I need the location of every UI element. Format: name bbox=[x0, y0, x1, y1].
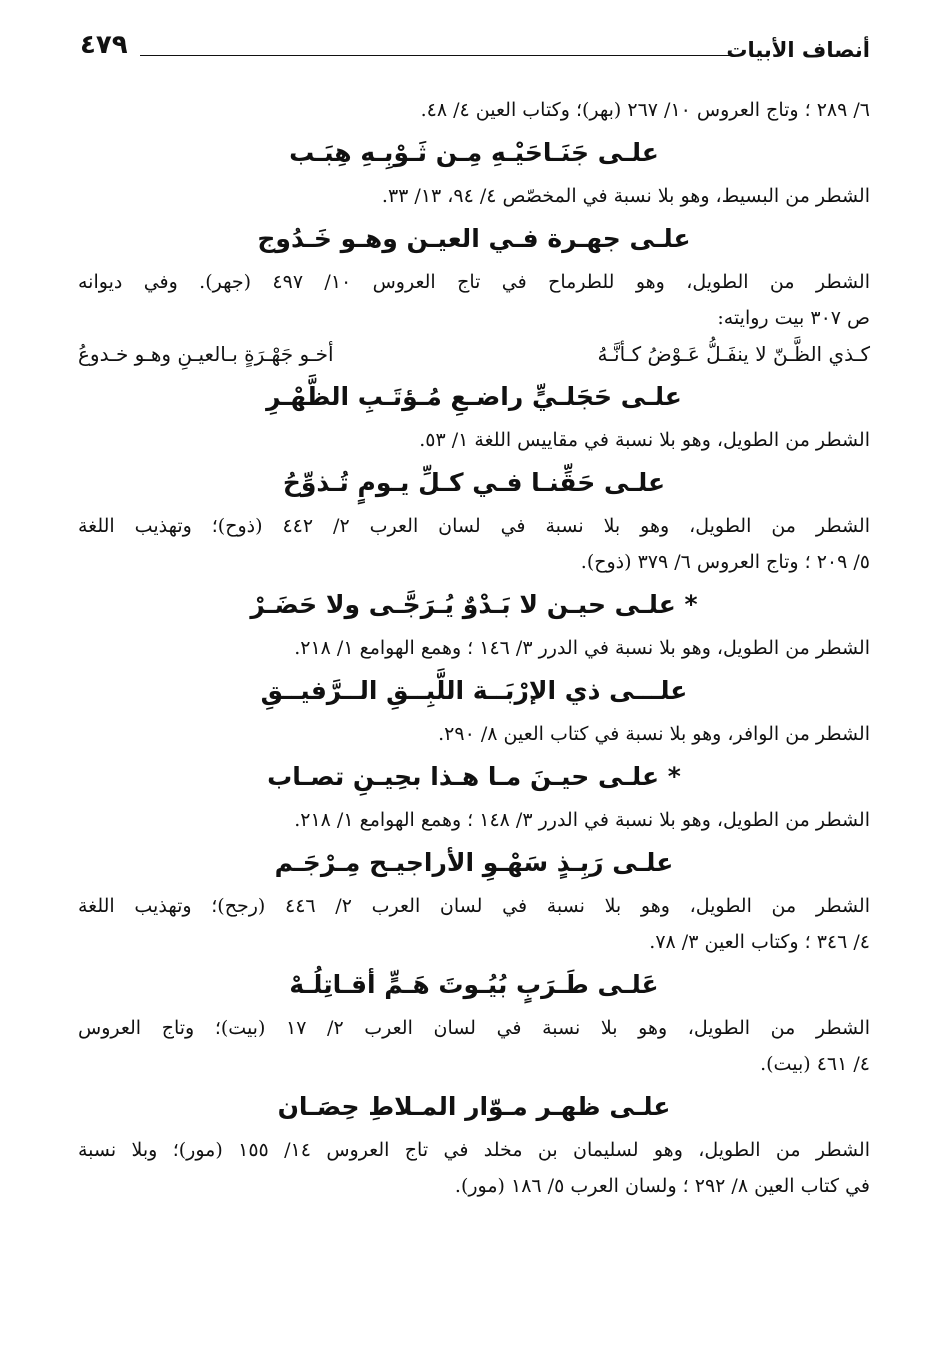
verse-first-hemistich: كـذي الظَّـنّ لا ينفَـلُّ عَـوْضُ كـأنَّـهُ bbox=[597, 342, 870, 366]
hemistich: علـى جَنَـاحَيْـهِ مِـن ثَـوْبِـهِ هِبَـب bbox=[289, 138, 659, 167]
hemistich: علـى جهـرة فـي العيـن وهـو خَـدُوج bbox=[257, 224, 691, 253]
citation-line: الشطر من الطويل، وهو بلا نسبة في الدرر ٣/ ١٤٨ ؛ وهمع الهوامع ١/ ٢١٨. bbox=[294, 809, 870, 831]
citation-line: ٥/ ٢٠٩ ؛ وتاج العروس ٦/ ٣٧٩ (ذوح). bbox=[580, 551, 870, 573]
citation-line: ٤/ ٤٦١ (بيت). bbox=[760, 1053, 870, 1075]
citation-line: الشطر من الطويل، وهو لسليمان بن مخلد في تاج العروس ١٤/ ١٥٥ (مور)؛ وبلا نسبة bbox=[78, 1139, 870, 1161]
hemistich: علـى رَبِـذٍ سَهْـوِ الأراجيـح مِـرْجَـم bbox=[274, 848, 674, 877]
hemistich: علـى حَقِّنـا فـي كـلِّ يـومٍ تُـذوِّحُ bbox=[282, 468, 666, 497]
running-title: أنصاف الأبيات bbox=[726, 38, 870, 62]
citation-line: الشطر من الطويل، وهو بلا نسبة في الدرر ٣/ ١٤٦ ؛ وهمع الهوامع ١/ ٢١٨. bbox=[294, 637, 870, 659]
page-content bbox=[78, 92, 870, 1204]
citation-line: الشطر من الطويل، وهو بلا نسبة في لسان العرب ٢/ ٤٤٦ (رجح)؛ وتهذيب اللغة bbox=[78, 895, 870, 917]
entry bbox=[78, 458, 870, 580]
entry bbox=[78, 372, 870, 458]
verse-second-hemistich: أخـو جَهْـرَةٍ بـالعيـنِ وهـو خـدوعُ bbox=[78, 342, 334, 366]
entry bbox=[78, 666, 870, 752]
citation-line: ٦/ ٢٨٩ ؛ وتاج العروس ١٠/ ٢٦٧ (بهر)؛ وكتاب العين ٤/ ٤٨. bbox=[420, 99, 870, 121]
hemistich: عَلـى طَـرَبٍ بُيُـوتَ هَـمٍّ أقـاتِلُـهْ bbox=[289, 970, 659, 999]
entry bbox=[78, 214, 870, 372]
entry bbox=[78, 838, 870, 960]
citation-line: الشطر من الوافر، وهو بلا نسبة في كتاب العين ٨/ ٢٩٠. bbox=[438, 723, 870, 745]
page-header bbox=[80, 30, 870, 70]
entry bbox=[78, 1082, 870, 1204]
entry bbox=[78, 580, 870, 666]
citation-line: الشطر من الطويل، وهو للطرماح في تاج العروس ١٠/ ٤٩٧ (جهر). وفي ديوانه bbox=[78, 271, 870, 293]
citation-line: ص ٣٠٧ بيت روايته: bbox=[717, 307, 870, 329]
hemistich: * علـى حيـنَ مـا هـذا بحِيـنِ تصـاب bbox=[267, 762, 681, 791]
citation-line: ٤/ ٣٤٦ ؛ وكتاب العين ٣/ ٧٨. bbox=[649, 931, 870, 953]
citation-line: الشطر من الطويل، وهو بلا نسبة في لسان العرب ٢/ ٤٤٢ (ذوح)؛ وتهذيب اللغة bbox=[78, 515, 870, 537]
entry bbox=[78, 128, 870, 214]
entry bbox=[78, 960, 870, 1082]
hemistich: علـى ظهـر مـوّار المـلاطِ حِصَـان bbox=[277, 1092, 671, 1121]
verse-line bbox=[78, 336, 870, 372]
hemistich: * علـى حيـن لا بَـدْوٌ يُـرَجَّـى ولا حَضَـرْ bbox=[250, 590, 698, 619]
hemistich: علـــى ذي الإرْبَــة اللَّبِــقِ الــرَّفيــقِ bbox=[260, 676, 688, 705]
page-number: ٤٧٩ bbox=[80, 30, 128, 60]
citation-line: الشطر من البسيط، وهو بلا نسبة في المخصّص ٤/ ٩٤، ١٣/ ٣٣. bbox=[381, 185, 870, 207]
header-rule bbox=[140, 55, 742, 56]
citation-line: الشطر من الطويل، وهو بلا نسبة في مقاييس اللغة ١/ ٥٣. bbox=[419, 429, 870, 451]
citation-line: في كتاب العين ٨/ ٢٩٢ ؛ ولسان العرب ٥/ ١٨٦ (مور). bbox=[454, 1175, 870, 1197]
citation-line: الشطر من الطويل، وهو بلا نسبة في لسان العرب ٢/ ١٧ (بيت)؛ وتاج العروس bbox=[78, 1017, 870, 1039]
hemistich: علـى حَجَلـيٍّ راضـعِ مُـؤتَـبِ الظَّهْـرِ bbox=[266, 382, 682, 411]
entry bbox=[78, 92, 870, 128]
entry bbox=[78, 752, 870, 838]
